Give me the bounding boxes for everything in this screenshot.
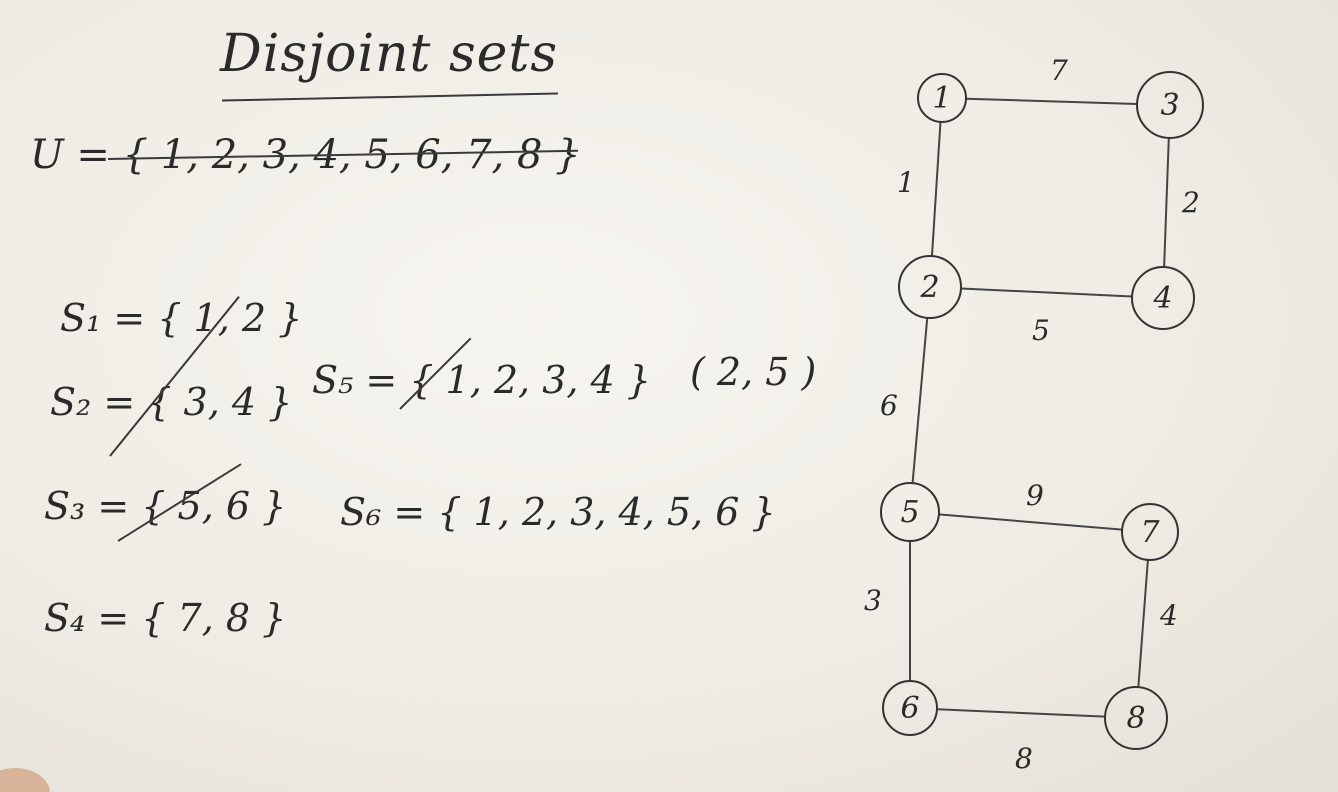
- edge-2-5: [913, 318, 928, 483]
- edge-weight-6-8: 8: [1015, 742, 1033, 775]
- set-s6: S₆ = { 1, 2, 3, 4, 5, 6 }: [340, 490, 776, 534]
- edge-weight-2-5: 6: [880, 389, 898, 422]
- set-s4: S₄ = { 7, 8 }: [44, 596, 287, 640]
- edge-6-8: [937, 709, 1105, 716]
- edge-weight-3-4: 2: [1182, 186, 1200, 219]
- graph-node-8: [1105, 687, 1167, 749]
- graph-node-label: 8: [1126, 701, 1146, 736]
- set-s3: S₃ = { 5, 6 }: [44, 484, 287, 528]
- current-edge-pair: ( 2, 5 ): [690, 350, 817, 394]
- edge-1-3: [966, 99, 1137, 104]
- set-s2: S₂ = { 3, 4 }: [50, 380, 293, 424]
- page-title: Disjoint sets: [220, 24, 559, 84]
- graph-node-3: [1137, 72, 1203, 138]
- edge-weight-2-4: 5: [1032, 314, 1050, 347]
- edge-2-4: [961, 288, 1132, 296]
- set-s1: S₁ = { 1, 2 }: [60, 296, 303, 340]
- edge-weight-5-7: 9: [1026, 479, 1044, 512]
- graph-node-2: [899, 256, 961, 318]
- edge-weight-1-3: 7: [1050, 54, 1068, 87]
- edge-weight-7-8: 4: [1160, 599, 1178, 632]
- set-s5: S₅ = { 1, 2, 3, 4 }: [312, 358, 651, 402]
- universe-set: U = { 1, 2, 3, 4, 5, 6, 7, 8 }: [30, 132, 581, 178]
- graph-node-label: 3: [1160, 88, 1180, 123]
- edge-3-4: [1164, 138, 1169, 267]
- edge-weight-5-6: 3: [864, 584, 882, 617]
- edge-weight-1-2: 1: [897, 166, 915, 199]
- edge-5-7: [939, 514, 1122, 529]
- graph-node-7: [1122, 504, 1178, 560]
- edge-1-2: [932, 122, 941, 256]
- graph-node-5: [881, 483, 939, 541]
- graph-node-4: [1132, 267, 1194, 329]
- graph-node-label: 5: [900, 495, 920, 530]
- graph-node-label: 1: [932, 81, 952, 116]
- graph-node-label: 4: [1153, 281, 1173, 316]
- graph-node-1: [918, 74, 966, 122]
- graph-node-label: 2: [920, 270, 940, 305]
- graph-node-6: [883, 681, 937, 735]
- graph-node-label: 7: [1140, 515, 1160, 550]
- graph-node-label: 6: [900, 691, 920, 726]
- edge-7-8: [1138, 560, 1148, 687]
